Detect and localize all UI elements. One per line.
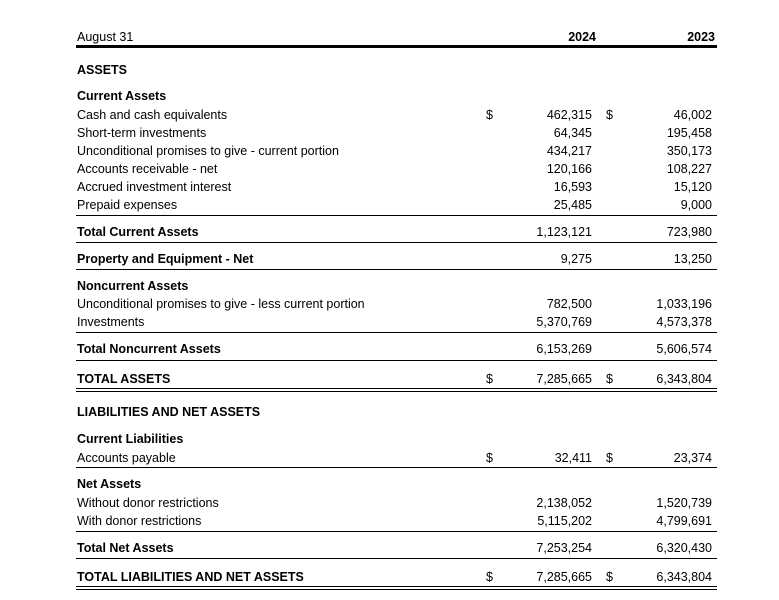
value-2023: 1,033,196: [656, 297, 712, 311]
value-2024: 462,315: [546, 108, 592, 122]
property-2024: 9,275: [560, 252, 592, 266]
current-liabilities-heading: Current Liabilities: [77, 432, 184, 446]
value-2024: 64,345: [553, 126, 592, 140]
currency-symbol: $: [486, 108, 493, 122]
value-2024: 5,370,769: [536, 315, 592, 329]
noncurrent-assets-heading: Noncurrent Assets: [77, 279, 189, 293]
value-2023: 108,227: [666, 162, 712, 176]
year-2024-header: 2024: [568, 30, 596, 44]
double-rule: [76, 388, 717, 392]
total-rule: [76, 360, 717, 361]
total-rule: [76, 558, 717, 559]
value-2023: 9,000: [680, 198, 712, 212]
subtotal-rule: [76, 215, 717, 216]
current-assets-heading: Current Assets: [77, 89, 167, 103]
total-net-assets-label: Total Net Assets: [77, 541, 174, 555]
currency-symbol: $: [486, 570, 493, 584]
row-label: Accounts payable: [77, 451, 176, 465]
row-label: With donor restrictions: [77, 514, 202, 528]
total-liabilities-net-assets-2024: 7,285,665: [536, 570, 592, 584]
row-label: Short-term investments: [77, 126, 207, 140]
value-2024: 25,485: [553, 198, 592, 212]
currency-symbol: $: [486, 451, 493, 465]
total-current-assets-2024: 1,123,121: [536, 225, 592, 239]
year-2023-header: 2023: [687, 30, 715, 44]
total-noncurrent-assets-2023: 5,606,574: [656, 342, 712, 356]
row-label: Cash and cash equivalents: [77, 108, 228, 122]
total-rule: [76, 242, 717, 243]
total-noncurrent-assets-2024: 6,153,269: [536, 342, 592, 356]
total-assets-2024: 7,285,665: [536, 372, 592, 386]
date-label: August 31: [77, 30, 134, 44]
value-2024: 434,217: [546, 144, 592, 158]
value-2024: 32,411: [554, 451, 592, 465]
row-label: Accounts receivable - net: [77, 162, 218, 176]
total-liabilities-net-assets-2023: 6,343,804: [656, 570, 712, 584]
total-rule: [76, 269, 717, 270]
value-2023: 4,799,691: [656, 514, 712, 528]
double-rule: [76, 586, 717, 590]
value-2023: 15,120: [673, 180, 712, 194]
value-2024: 16,593: [553, 180, 592, 194]
value-2023: 1,520,739: [656, 496, 712, 510]
currency-symbol: $: [606, 570, 613, 584]
row-label: Accrued investment interest: [77, 180, 232, 194]
currency-symbol: $: [486, 372, 493, 386]
property-2023: 13,250: [673, 252, 712, 266]
subtotal-rule: [76, 531, 717, 532]
value-2023: 195,458: [666, 126, 712, 140]
header-rule: [76, 45, 717, 48]
row-label: Without donor restrictions: [77, 496, 219, 510]
subtotal-rule: [76, 332, 717, 333]
total-current-assets-2023: 723,980: [666, 225, 712, 239]
value-2023: 350,173: [666, 144, 712, 158]
net-assets-heading: Net Assets: [77, 477, 142, 491]
assets-heading: ASSETS: [77, 63, 128, 77]
value-2023: 46,002: [673, 108, 712, 122]
currency-symbol: $: [606, 108, 613, 122]
value-2024: 5,115,202: [537, 514, 592, 528]
value-2024: 782,500: [546, 297, 592, 311]
value-2024: 120,166: [546, 162, 592, 176]
total-net-assets-2024: 7,253,254: [536, 541, 592, 555]
total-assets-2023: 6,343,804: [656, 372, 712, 386]
total-noncurrent-assets-label: Total Noncurrent Assets: [77, 342, 221, 356]
row-label: Unconditional promises to give - current portion: [77, 144, 339, 158]
property-label: Property and Equipment - Net: [77, 252, 254, 266]
row-label: Investments: [77, 315, 145, 329]
liabilities-heading: LIABILITIES AND NET ASSETS: [77, 405, 261, 419]
value-2023: 4,573,378: [656, 315, 712, 329]
currency-symbol: $: [606, 451, 613, 465]
row-label: Unconditional promises to give - less current portion: [77, 297, 365, 311]
row-label: Prepaid expenses: [77, 198, 178, 212]
total-rule: [76, 467, 717, 468]
total-liabilities-net-assets-label: TOTAL LIABILITIES AND NET ASSETS: [77, 570, 304, 584]
total-assets-label: TOTAL ASSETS: [77, 372, 171, 386]
currency-symbol: $: [606, 372, 613, 386]
value-2024: 2,138,052: [536, 496, 592, 510]
total-current-assets-label: Total Current Assets: [77, 225, 199, 239]
value-2023: 23,374: [673, 451, 712, 465]
total-net-assets-2023: 6,320,430: [656, 541, 712, 555]
